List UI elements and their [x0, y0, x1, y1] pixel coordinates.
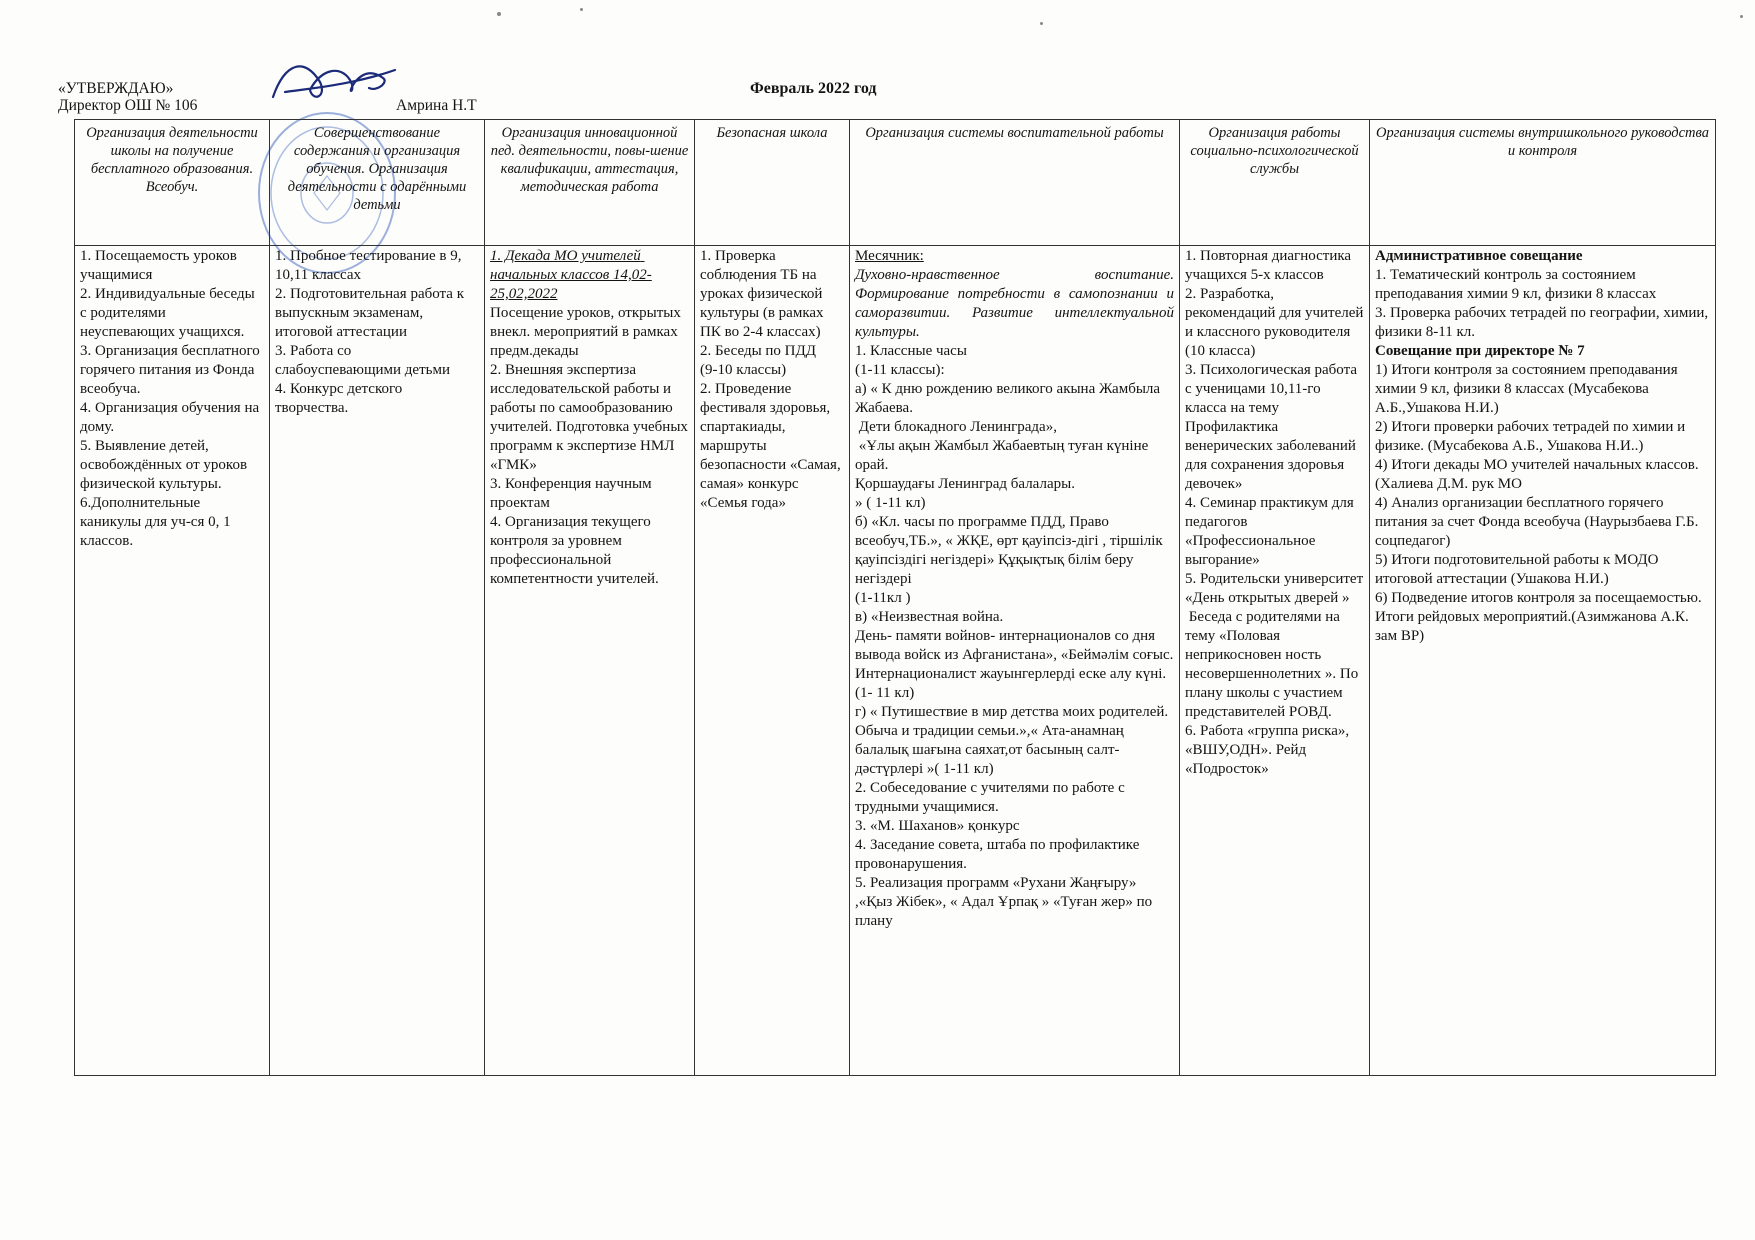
- column-header-safe-school: Безопасная школа: [695, 120, 850, 246]
- signature-image: [265, 52, 400, 112]
- scan-speck: [1740, 15, 1743, 18]
- cell-vseobuch-text: 1. Посещаемость уроков учащимися 2. Индивидуальные беседы с родителями неуспевающих учащихся. 3. Организация бесплатного горячего питания из Фонда всеобуча. 4. Организация обучения на дому. 5. Выявление детей, освобождённых от уроков физической культуры. 6.Дополнительные каникулы для уч-ся 0, 1 классов.: [80, 248, 260, 549]
- plan-table: [74, 119, 1716, 1076]
- cell-month-label: Месячник:: [855, 248, 924, 264]
- cell-psychology-service: [1180, 246, 1370, 1076]
- column-header-upbringing: Организация системы воспитательной работы: [850, 120, 1180, 246]
- cell-education-content-text: 1. Пробное тестирование в 9, 10,11 классах 2. Подготовительная работа к выпускным экзаменам, итоговой аттестации 3. Работа со слабоуспевающими детьми 4. Конкурс детского творчества.: [275, 248, 464, 416]
- cell-safe-school-text: 1. Проверка соблюдения ТБ на уроках физической культуры (в рамках ПК во 2-4 классах) 2. Беседы по ПДД (9-10 классы) 2. Проведение фестиваля здоровья, спартакиады, маршруты безопасности «Самая, самая» конкурс «Семья года»: [700, 248, 841, 511]
- column-header-vseobuch: Организация деятельности школы на получение бесплатного образования. Всеобуч.: [75, 120, 270, 246]
- cell-decade-text: 1. Декада МО учителей начальных классов 14,02-25,02,2022: [490, 248, 652, 302]
- director-meeting-title: Совещание при директоре № 7: [1375, 343, 1585, 359]
- director-name: Амрина Н.Т: [396, 97, 477, 114]
- admin-meeting-title: Административное совещание: [1375, 248, 1583, 264]
- table-row: [75, 246, 1716, 1076]
- scan-speck: [497, 12, 501, 16]
- scan-speck: [1040, 22, 1043, 25]
- column-header-education-content: Совершенствование содержания и организация обучения. Организация деятельности с одарёнными детьми: [270, 120, 485, 246]
- cell-psychology-service-text: 1. Повторная диагностика учащихся 5-х классов 2. Разработка, рекомендаций для учителей и классного руководителя (10 класса) 3. Психологическая работа с ученицами 10,11-го класса на тему Профилактика венерических заболеваний для сохранения здоровья девочек» 4. Семинар практикум для педагогов «Профессиональное выгорание» 5. Родительски университет «День открытых дверей » Беседа с родителями на тему «Половая неприкосновен ность несовершеннолетних ». По плану школы с участием представителей РОВД. 6. Работа «группа риска», «ВШУ,ОДН». Рейд «Подросток»: [1185, 248, 1364, 777]
- director-meeting-items: 1) Итоги контроля за состоянием преподавания химии 9 кл, физики 8 классах (Мусабекова А.Б.,Ушакова Н.И.) 2) Итоги проверки рабочих тетрадей по химии и физике. (Мусабекова А.Б., Ушакова Н.И..) 4) Итоги декады МО учителей начальных классов.(Халиева Д.М. рук МО 4) Анализ организации бесплатного горячего питания за счет Фонда всеобуча (Наурызбаева Г.Б. соцпедагог) 5) Итоги подготовительной работы к МОДО итоговой аттестации (Ушакова Н.И.) 6) Подведение итогов контроля за посещаемостью. Итоги рейдовых мероприятий.(Азимжанова А.К. зам ВР): [1375, 362, 1702, 644]
- column-header-methodical-work: Организация инновационной пед. деятельности, повы-шение квалификации, аттестация, методическая работа: [485, 120, 695, 246]
- table-header-row: [75, 120, 1716, 246]
- cell-school-control: [1370, 246, 1716, 1076]
- column-header-school-control: Организация системы внутришкольного руководства и контроля: [1370, 120, 1716, 246]
- cell-upbringing: [850, 246, 1180, 1076]
- cell-vseobuch: [75, 246, 270, 1076]
- cell-month-theme: Духовно-нравственное воспитание. Формирование потребности в самопознании и саморазвитии. Развитие интеллектуальной культуры.: [855, 267, 1174, 340]
- admin-meeting-items: 1. Тематический контроль за состоянием преподавания химии 9 кл, физики 8 классах 3. Проверка рабочих тетрадей по географии, химии, физики 8-11 кл.: [1375, 267, 1709, 340]
- scan-speck: [580, 8, 583, 11]
- cell-education-content: [270, 246, 485, 1076]
- approve-label: «УТВЕРЖДАЮ»: [58, 80, 174, 97]
- page-title: Февраль 2022 год: [750, 80, 877, 97]
- cell-upbringing-text: 1. Классные часы (1-11 классы): а) « К дню рождению великого акына Жамбыла Жабаева. Дети блокадного Ленинграда», «Ұлы ақын Жамбыл Жабаевтың туған күніне орай. Қоршаудағы Ленинград балалары. » ( 1-11 кл) б) «Кл. часы по программе ПДД, Право всеобуч,ТБ.», « ЖҚЕ, өрт қауіпсіз-дігі , тіршілік қауіпсіздігі негіздері» Құқықтық білім беру негіздері (1-11кл ) в) «Неизвестная война. День- памяти войнов- интернационалов со дня вывода войск из Афганистана», «Беймәлім соғыс. Интернационалист жауынгерлерді еске алу күні.(1- 11 кл) г) « Путишествие в мир детства моих родителей. Обычa и традиции семьи.»,« Ата-анамнаң балалық шағына саяхат,от басының салт-дәстүрлері »( 1-11 кл) 2. Собеседование с учителями по работе с трудными учащимися. 3. «М. Шаханов» қонкурс 4. Заседание совета, штаба по профилактике провонарушения. 5. Реализация программ «Рухани Жаңғыру» ,«Қыз Жібек», « Адал Ұрпақ » «Туған жер» по плану: [855, 343, 1174, 929]
- column-header-psychology-service: Организация работы социально-психологической службы: [1180, 120, 1370, 246]
- cell-safe-school: [695, 246, 850, 1076]
- cell-methodical-work: [485, 246, 695, 1076]
- cell-methodical-work-text: Посещение уроков, открытых внекл. мероприятий в рамках предм.декады 2. Внешняя экспертиза исследовательской работы и работы по самообразованию учителей. Подготовка учебных программ к экспертизе НМЛ «ГМК» 3. Конференция научным проектам 4. Организация текущего контроля за уровнем профессиональной компетентности учителей.: [490, 305, 688, 587]
- director-label: Директор ОШ № 106: [58, 97, 198, 114]
